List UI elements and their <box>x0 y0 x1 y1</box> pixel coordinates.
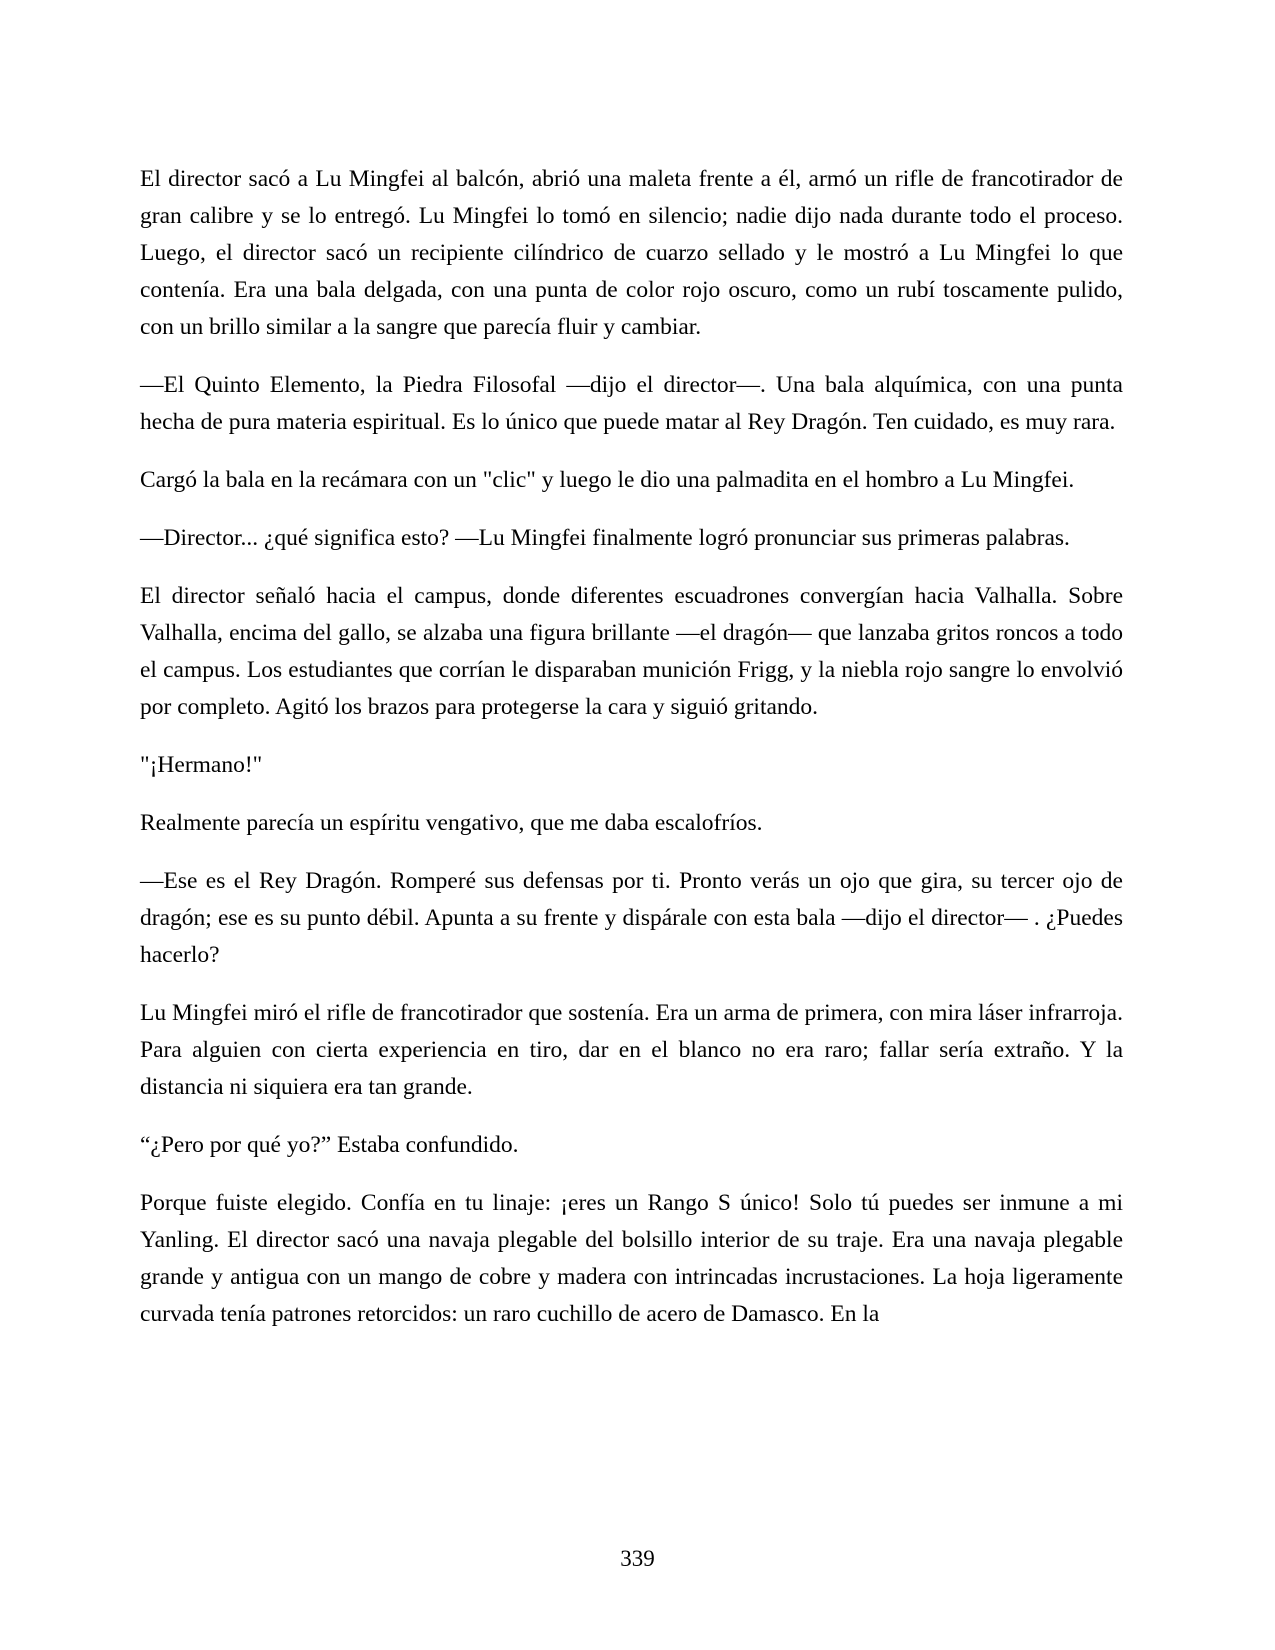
page-content <box>140 161 1123 1354</box>
paragraph: —Director... ¿qué significa esto? —Lu Mingfei finalmente logró pronunciar sus primeras palabras. <box>140 525 1070 551</box>
page-number: 339 <box>620 1546 655 1571</box>
paragraph: El director señaló hacia el campus, donde diferentes escuadrones convergían hacia Valhalla. Sobre Valhalla, encima del gallo, se alzaba una figura brillante —el dragón— que lanzaba gritos roncos a todo el campus. Los estudiantes que corrían le disparaban munición Frigg, y la niebla rojo sangre lo envolvió por completo. Agitó los brazos para protegerse la cara y siguió gritando. <box>140 583 1123 720</box>
paragraph: —Ese es el Rey Dragón. Romperé sus defensas por ti. Pronto verás un ojo que gira, su tercer ojo de dragón; ese es su punto débil. Apunta a su frente y dispárale con esta bala —dijo el director— . ¿Puedes hacerlo? <box>140 868 1123 968</box>
paragraph: Porque fuiste elegido. Confía en tu linaje: ¡eres un Rango S único! Solo tú puedes ser inmune a mi Yanling. El director sacó una navaja plegable del bolsillo interior de su traje. Era una navaja plegable grande y antigua con un mango de cobre y madera con intrincadas incrustaciones. La hoja ligeramente curvada tenía patrones retorcidos: un raro cuchillo de acero de Damasco. En la <box>140 1190 1123 1327</box>
paragraph: “¿Pero por qué yo?” Estaba confundido. <box>140 1132 519 1158</box>
paragraph: —El Quinto Elemento, la Piedra Filosofal —dijo el director—. Una bala alquímica, con una punta hecha de pura materia espiritual. Es lo único que puede matar al Rey Dragón. Ten cuidado, es muy rara. <box>140 372 1123 435</box>
paragraph: Lu Mingfei miró el rifle de francotirador que sostenía. Era un arma de primera, con mira láser infrarroja. Para alguien con cierta experiencia en tiro, dar en el blanco no era raro; fallar sería extraño. Y la distancia ni siquiera era tan grande. <box>140 1000 1123 1100</box>
paragraph: Realmente parecía un espíritu vengativo, que me daba escalofríos. <box>140 810 763 836</box>
paragraph: "¡Hermano!" <box>140 752 263 778</box>
paragraph: Cargó la bala en la recámara con un "clic" y luego le dio una palmadita en el hombro a Lu Mingfei. <box>140 467 1075 493</box>
paragraph: El director sacó a Lu Mingfei al balcón, abrió una maleta frente a él, armó un rifle de francotirador de gran calibre y se lo entregó. Lu Mingfei lo tomó en silencio; nadie dijo nada durante todo el proceso. Luego, el director sacó un recipiente cilíndrico de cuarzo sellado y le mostró a Lu Mingfei lo que contenía. Era una bala delgada, con una punta de color rojo oscuro, como un rubí toscamente pulido, con un brillo similar a la sangre que parecía fluir y cambiar. <box>140 166 1123 340</box>
